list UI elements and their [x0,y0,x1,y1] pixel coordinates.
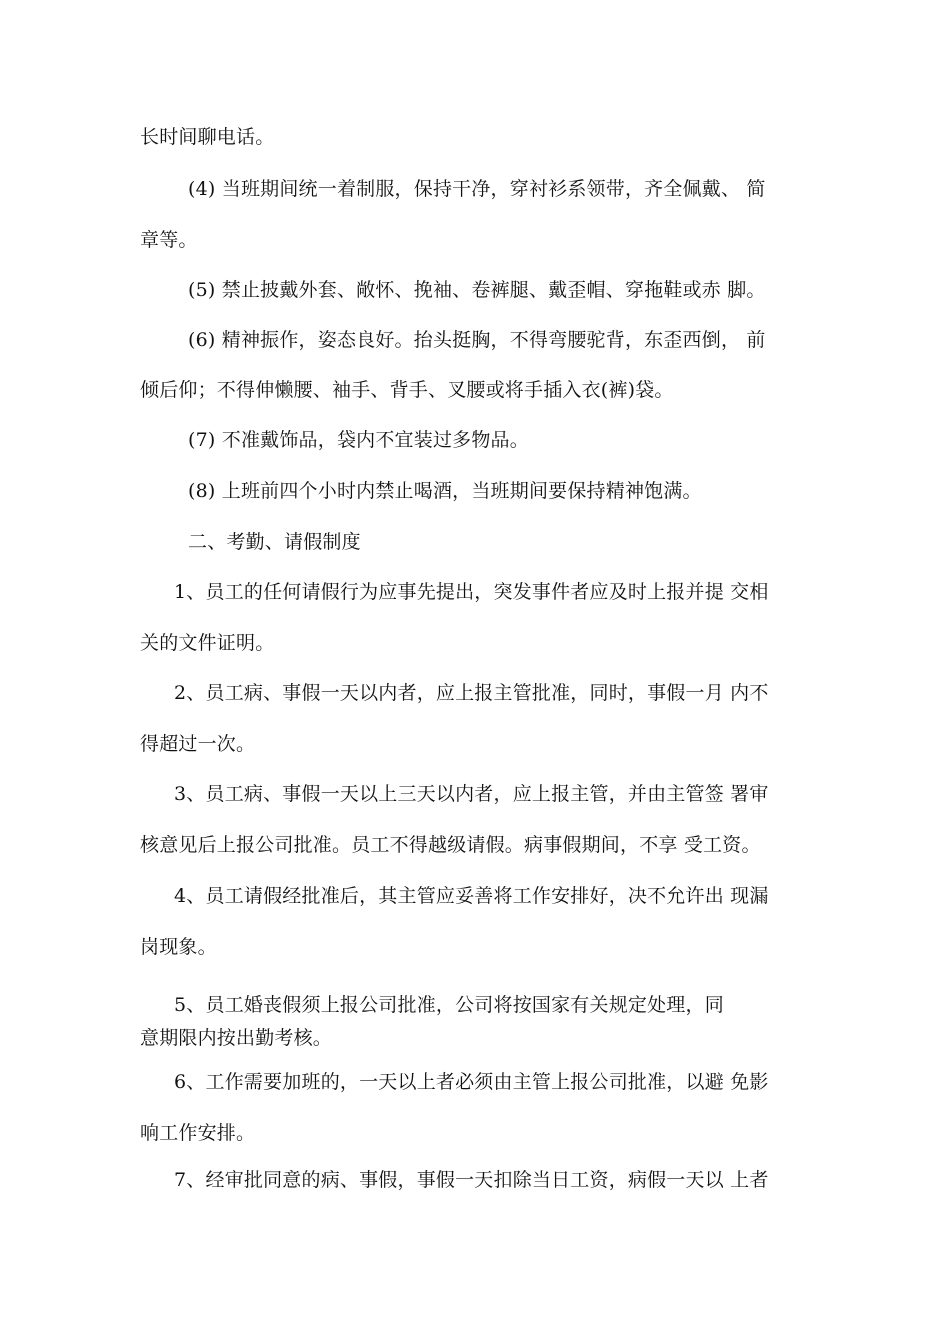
text-line: 3、员工病、事假一天以上三天以内者，应上报主管，并由主管签 署审 [174,783,769,805]
text-line: 1、员工的任何请假行为应事先提出，突发事件者应及时上报并提 交相 [174,581,769,603]
text-line: 响工作安排。 [140,1122,256,1144]
section-heading: 二、考勤、请假制度 [188,531,361,553]
text-line: (5) 禁止披戴外套、敞怀、挽袖、卷裤腿、戴歪帽、穿拖鞋或赤 脚。 [188,279,766,301]
text-line: 5、员工婚丧假须上报公司批准，公司将按国家有关规定处理，同 [174,994,724,1016]
text-line: (8) 上班前四个小时内禁止喝酒，当班期间要保持精神饱满。 [188,480,702,502]
text-line: 4、员工请假经批准后，其主管应妥善将工作安排好，决不允许出 现漏 [174,885,769,907]
text-line: 倾后仰；不得伸懒腰、袖手、背手、叉腰或将手插入衣(裤)袋。 [140,379,674,401]
text-line: 长时间聊电话。 [140,126,275,148]
text-line: 7、经审批同意的病、事假，事假一天扣除当日工资，病假一天以 上者 [174,1169,769,1191]
text-line: 6、工作需要加班的，一天以上者必须由主管上报公司批准，以避 免影 [174,1071,769,1093]
text-line: (6) 精神振作，姿态良好。抬头挺胸，不得弯腰驼背，东歪西倒， 前 [188,329,766,351]
text-line: 得超过一次。 [140,733,256,755]
text-line: 2、员工病、事假一天以内者，应上报主管批准，同时，事假一月 内不 [174,682,769,704]
text-line: 岗现象。 [140,936,217,958]
text-line: 意期限内按出勤考核。 [140,1027,333,1049]
text-line: 关的文件证明。 [140,632,275,654]
text-line: 章等。 [140,229,198,251]
text-line: (7) 不准戴饰品，袋内不宜装过多物品。 [188,429,529,451]
text-line: (4) 当班期间统一着制服，保持干净，穿衬衫系领带，齐全佩戴、 简 [188,178,766,200]
text-line: 核意见后上报公司批准。员工不得越级请假。病事假期间，不享 受工资。 [140,834,761,856]
